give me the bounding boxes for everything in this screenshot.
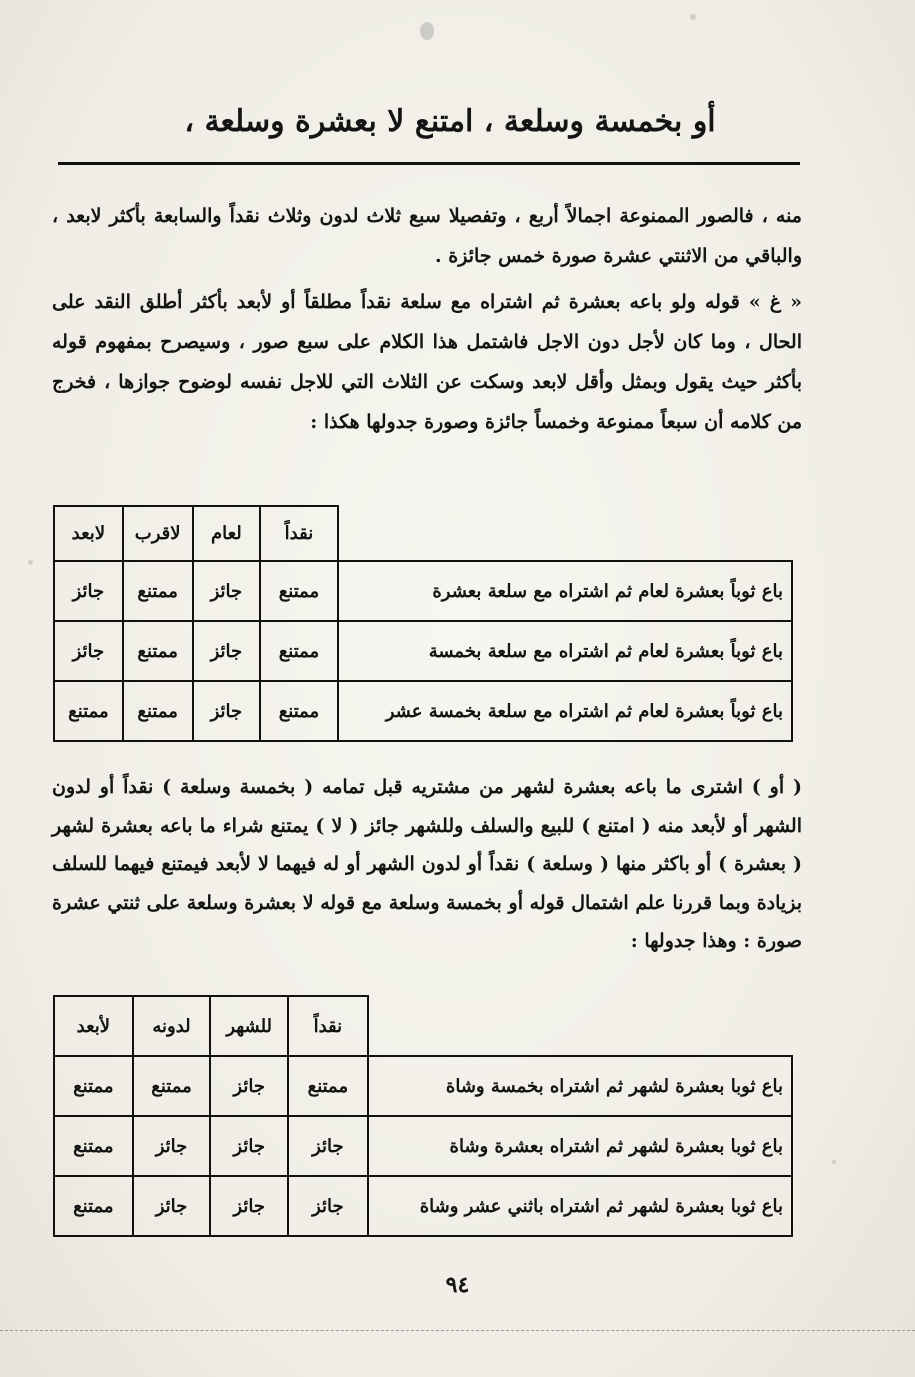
column-header: لأبعد <box>54 996 133 1056</box>
scan-speck <box>690 14 696 20</box>
table-cell: ممتنع <box>123 681 193 741</box>
table-cell: جائز <box>210 1176 288 1236</box>
scan-speck <box>28 560 33 565</box>
table-cell: جائز <box>193 561 261 621</box>
column-header: لدونه <box>133 996 211 1056</box>
table-cell: ممتنع <box>123 561 193 621</box>
row-description: باع ثوباً بعشرة لعام ثم اشتراه مع سلعة بخمسة <box>338 621 792 681</box>
column-header: للشهر <box>210 996 288 1056</box>
page-number: ٩٤ <box>445 1272 470 1298</box>
table-cell: ممتنع <box>54 1056 133 1116</box>
row-description: باع ثوبا بعشرة لشهر ثم اشتراه باثني عشر وشاة <box>368 1176 792 1236</box>
paragraph-2: « غ » قوله ولو باعه بعشرة ثم اشتراه مع سلعة نقداً مطلقاً أو لأبعد بأكثر أطلق النقد على الحال ، وما كان لأجل دون الاجل فاشتمل هذا الكلام على سبع صور ، وسيصرح بمفهوم قوله بأكثر حيث يقول وبمثل وأقل لابعد وسكت عن الثلاث التي للاجل نفسه لوضوح جوازها ، فخرج من كلامه أن سبعاً ممنوعة وخمساً جائزة وصورة جدولها هكذا : <box>52 291 802 433</box>
table-cell: جائز <box>133 1116 211 1176</box>
column-header: لعام <box>193 506 261 561</box>
table-cell: جائز <box>288 1176 368 1236</box>
paragraph-1: منه ، فالصور الممنوعة اجمالاً أربع ، وتفصيلا سبع ثلاث لدون وثلاث نقداً والسابعة بأكثر لابعد ، والباقي من الاثنتي عشرة صورة خمس جائزة . <box>52 205 802 267</box>
table-row <box>54 1056 792 1116</box>
table-row <box>54 681 792 741</box>
table-cell: جائز <box>210 1116 288 1176</box>
table-corner <box>338 506 792 561</box>
table-row <box>54 1176 792 1236</box>
table-cell: ممتنع <box>123 621 193 681</box>
column-header: نقداً <box>288 996 368 1056</box>
table-cell: ممتنع <box>260 681 338 741</box>
table-cell: جائز <box>133 1176 211 1236</box>
row-description: باع ثوبا بعشرة لشهر ثم اشتراه بخمسة وشاة <box>368 1056 792 1116</box>
column-header: نقداً <box>260 506 338 561</box>
table-cell: جائز <box>193 681 261 741</box>
table-cell: جائز <box>210 1056 288 1116</box>
table-cell: جائز <box>54 621 123 681</box>
table-cell: ممتنع <box>54 681 123 741</box>
table-row <box>54 1116 792 1176</box>
table-cell: جائز <box>193 621 261 681</box>
page-bottom-edge <box>0 1330 915 1331</box>
table-header-row <box>54 996 792 1056</box>
table-cell: جائز <box>288 1116 368 1176</box>
table-row <box>54 621 792 681</box>
scan-speck <box>420 22 434 40</box>
row-description: باع ثوبا بعشرة لشهر ثم اشتراه بعشرة وشاة <box>368 1116 792 1176</box>
table-1 <box>53 505 793 742</box>
table-header-row <box>54 506 792 561</box>
running-header: أو بخمسة وسلعة ، امتنع لا بعشرة وسلعة ، <box>184 104 716 139</box>
paragraph-3: ( أو ) اشترى ما باعه بعشرة لشهر من مشتريه قبل تمامه ( بخمسة وسلعة ) نقداً أو لدون الشهر أو لأبعد منه ( امتنع ) للبيع والسلف وللشهر جائز ( لا ) يمتنع شراء ما باعه بعشرة لشهر ( بعشرة ) أو باكثر منها ( وسلعة ) نقداً أو لدون الشهر أو له فيهما لا لأبعد فيمتنع فيهما للسلف بزيادة وبما قررنا علم اشتمال قوله أو بخمسة وسلعة مع قوله لا بعشرة وسلعة على ثنتي عشرة صورة : وهذا جدولها : <box>52 776 803 952</box>
table-2 <box>53 995 793 1237</box>
row-description: باع ثوباً بعشرة لعام ثم اشتراه مع سلعة بخمسة عشر <box>338 681 792 741</box>
table-cell: جائز <box>54 561 123 621</box>
table-cell: ممتنع <box>260 621 338 681</box>
column-header: لابعد <box>54 506 123 561</box>
table-cell: ممتنع <box>260 561 338 621</box>
header-rule <box>58 162 800 165</box>
scan-speck <box>832 1160 836 1164</box>
table-cell: ممتنع <box>133 1056 211 1116</box>
table-row <box>54 561 792 621</box>
table-cell: ممتنع <box>54 1116 133 1176</box>
table-cell: ممتنع <box>54 1176 133 1236</box>
column-header: لاقرب <box>123 506 193 561</box>
table-corner <box>368 996 792 1056</box>
row-description: باع ثوباً بعشرة لعام ثم اشتراه مع سلعة بعشرة <box>338 561 792 621</box>
table-cell: ممتنع <box>288 1056 368 1116</box>
